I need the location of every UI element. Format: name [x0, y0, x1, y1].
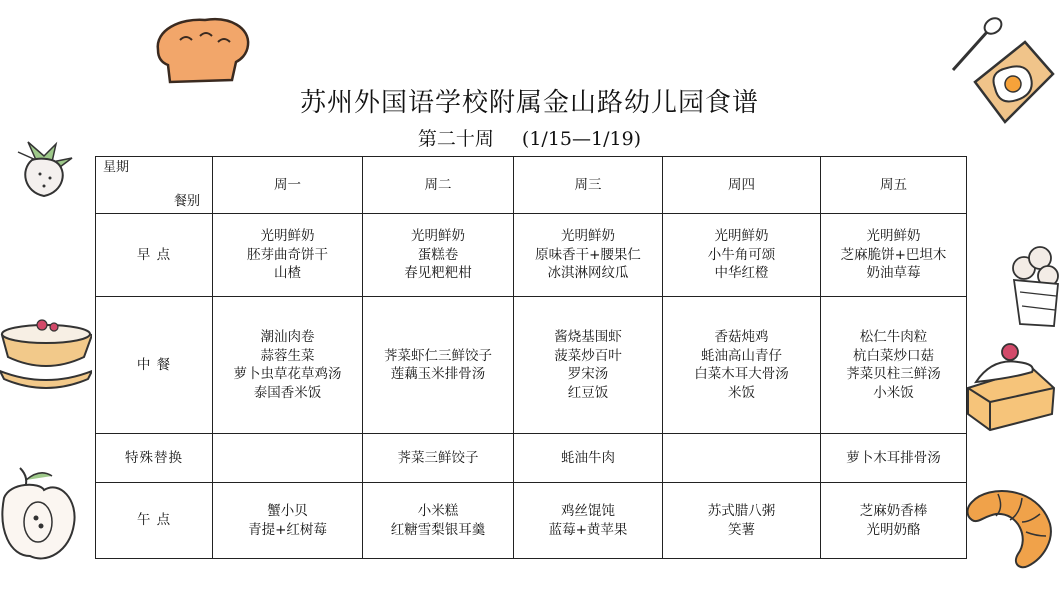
page-subtitle — [0, 124, 1059, 151]
dish-item: 光明鲜奶 — [411, 228, 465, 245]
dish-item: 光明鲜奶 — [260, 228, 315, 245]
dish-item: 萝卜木耳排骨汤 — [846, 449, 941, 466]
menu-cell — [514, 434, 663, 483]
menu-cell — [663, 434, 821, 483]
menu-cell — [821, 483, 967, 559]
dish-item: 芝麻脆饼+巴坦木 — [840, 246, 947, 263]
dish-item: 鸡丝馄饨 — [561, 503, 615, 519]
dish-item: 白菜木耳大骨汤 — [694, 366, 789, 382]
menu-cell — [213, 483, 363, 559]
menu-cell — [514, 214, 663, 297]
menu-cell — [213, 297, 363, 434]
menu-cell — [213, 434, 363, 483]
dish-item: 荠菜贝柱三鲜汤 — [846, 366, 941, 382]
croissant-icon — [958, 480, 1058, 580]
meal-label: 中 餐 — [96, 297, 213, 434]
menu-cell — [363, 483, 514, 559]
day-header: 周四 — [663, 157, 821, 214]
dish-item: 山楂 — [274, 265, 301, 282]
dish-item: 笑薯 — [728, 521, 755, 538]
table-header-row — [96, 157, 967, 214]
dish-item: 光明鲜奶 — [866, 228, 921, 245]
table-row — [96, 214, 967, 297]
menu-cell — [363, 297, 514, 434]
menu-cell — [363, 434, 514, 483]
week-label: 第二十周 — [417, 128, 494, 150]
dish-item: 冰淇淋网纹瓜 — [547, 265, 629, 282]
dish-item: 松仁牛肉粒 — [859, 329, 928, 345]
dish-item: 荠菜三鲜饺子 — [397, 449, 479, 466]
dish-item: 苏式腊八粥 — [707, 503, 776, 519]
menu-cell — [514, 297, 663, 434]
table-row — [96, 483, 967, 559]
dish-item: 原味香干+腰果仁 — [535, 246, 641, 263]
meal-label: 早 点 — [96, 214, 213, 297]
weekday-axis-label: 星期 — [103, 160, 130, 175]
dish-item: 杭白菜炒口菇 — [853, 347, 934, 364]
dish-item: 中华红橙 — [714, 265, 769, 282]
dish-item: 青提+红树莓 — [248, 521, 327, 538]
ice-cream-icon — [1010, 240, 1059, 330]
bread-icon — [150, 10, 260, 85]
dish-item: 芝麻奶香棒 — [859, 503, 928, 519]
dish-item: 春见粑粑柑 — [404, 265, 472, 282]
dish-item: 光明鲜奶 — [714, 228, 769, 245]
dish-item: 潮汕肉卷 — [260, 329, 315, 345]
table-row — [96, 434, 967, 483]
day-header: 周二 — [363, 157, 514, 214]
dish-item: 萝卜虫草花草鸡汤 — [233, 366, 342, 382]
corner-cell — [96, 157, 213, 214]
menu-cell — [213, 214, 363, 297]
dish-item: 蒜蓉生菜 — [260, 347, 315, 364]
dish-item: 菠菜炒百叶 — [554, 347, 622, 364]
menu-cell — [663, 297, 821, 434]
dish-item: 香菇炖鸡 — [714, 329, 769, 345]
menu-cell — [821, 214, 967, 297]
dish-item: 蛋糕卷 — [417, 246, 459, 263]
dish-item: 蚝油高山青仔 — [701, 347, 782, 364]
dish-item: 蚝油牛肉 — [561, 449, 615, 466]
dish-item: 荠菜虾仁三鲜饺子 — [384, 347, 492, 364]
menu-cell — [821, 434, 967, 483]
dish-item: 小米糕 — [417, 503, 459, 519]
meal-label: 午 点 — [96, 483, 213, 559]
apple-icon — [0, 460, 82, 570]
dish-item: 罗宋汤 — [567, 366, 609, 382]
dish-item: 莲藕玉米排骨汤 — [390, 366, 486, 382]
dish-item: 小牛角可颂 — [707, 246, 776, 263]
dish-item: 红糖雪梨银耳羹 — [390, 521, 486, 538]
menu-cell — [663, 483, 821, 559]
table-row — [96, 297, 967, 434]
meal-axis-label: 餐别 — [173, 193, 200, 209]
dish-item: 光明奶酪 — [866, 521, 921, 538]
dish-item: 蓝莓+黄苹果 — [548, 521, 628, 538]
menu-cell — [821, 297, 967, 434]
dish-item: 奶油草莓 — [866, 265, 921, 282]
menu-cell — [363, 214, 514, 297]
date-range: (1/15—1/19) — [521, 128, 642, 150]
dish-item: 光明鲜奶 — [561, 228, 615, 245]
menu-table — [95, 156, 967, 559]
cake-slice-icon — [962, 338, 1059, 433]
dish-item: 小米饭 — [873, 384, 914, 401]
day-header: 周一 — [213, 157, 363, 214]
dish-item: 蟹小贝 — [267, 503, 308, 519]
meal-label: 特殊替换 — [96, 434, 213, 483]
dish-item: 胚芽曲奇饼干 — [247, 246, 328, 263]
dish-item: 泰国香米饭 — [253, 384, 322, 401]
dish-item: 红豆饭 — [567, 384, 609, 401]
menu-cell — [514, 483, 663, 559]
dish-item: 米饭 — [728, 384, 755, 401]
dish-item: 酱烧基围虾 — [554, 329, 622, 345]
page-title: 苏州外国语学校附属金山路幼儿园食谱 — [299, 88, 759, 118]
menu-cell — [663, 214, 821, 297]
cereal-bowl-icon — [0, 305, 92, 395]
day-header: 周三 — [514, 157, 663, 214]
day-header: 周五 — [821, 157, 967, 214]
